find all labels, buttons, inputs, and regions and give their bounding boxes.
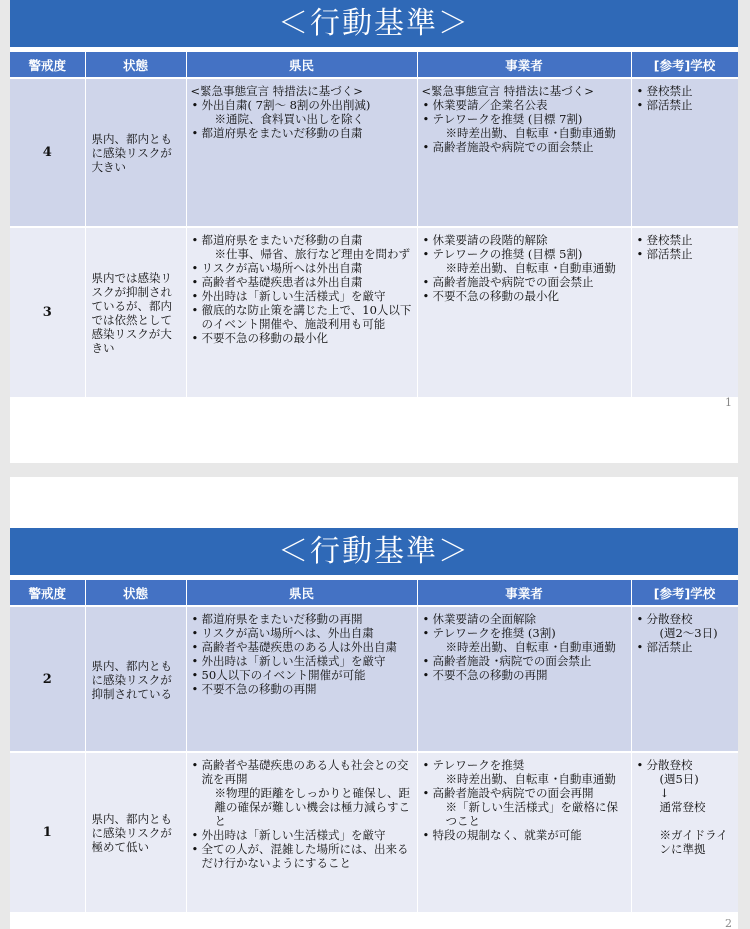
table-header-row <box>10 52 738 78</box>
action-standard-table <box>10 52 738 397</box>
state-cell: 県内、都内ともに感染リスクが大きい <box>85 78 186 227</box>
col-header-businesses: 事業者 <box>417 52 631 78</box>
bullet-item <box>422 668 627 682</box>
businesses-header: <緊急事態宣言 特措法に基づく> <box>421 84 594 98</box>
schools-cell <box>631 78 738 227</box>
bullet-item <box>191 331 413 345</box>
bullet-text: 分散登校 <box>646 612 693 626</box>
bullet-text: テレワークを推奨 (3割) <box>432 626 556 640</box>
col-header-state: 状態 <box>85 52 186 78</box>
bullet-text: 分散登校 <box>646 758 693 772</box>
col-header-level: 警戒度 <box>10 580 85 606</box>
col-header-schools: [参考]学校 <box>631 580 738 606</box>
bullet-subtext <box>647 814 734 828</box>
bullet-text: 徹底的な防止策を講じた上で、10人以下のイベント開催や、施設利用も可能 <box>201 303 412 331</box>
bullet-text: 都道府県をまたいだ移動の自粛 <box>201 126 363 140</box>
citizens-list <box>191 612 413 696</box>
bullet-text: 高齢者施設や病院での面会禁止 <box>432 275 594 289</box>
col-header-citizens: 県民 <box>186 580 417 606</box>
table-row <box>10 606 738 752</box>
bullet-item <box>191 275 413 289</box>
bullet-text: 高齢者施設や病院での面会再開 <box>432 786 594 800</box>
bullet-item <box>422 140 627 154</box>
bullet-text: 不要不急の移動の再開 <box>432 668 548 682</box>
level-cell: 1 <box>10 752 85 912</box>
bullet-text: 高齢者施設や病院での面会禁止 <box>432 140 594 154</box>
bullet-item <box>422 289 627 303</box>
schools-cell <box>631 606 738 752</box>
bullet-item <box>636 98 734 112</box>
bullet-item <box>191 682 413 696</box>
table-row <box>10 227 738 397</box>
bullet-text: 外出時は「新しい生活様式」を厳守 <box>201 654 386 668</box>
bullet-text: テレワークを推奨 <box>432 758 525 772</box>
state-cell: 県内では感染リスクが抑制されているが、都内では依然として感染リスクが大きい <box>85 227 186 397</box>
bullet-subtext: ※物理的距離をしっかりと確保し、距離の確保が難しい機会は極力減らすこと <box>214 786 410 828</box>
slide-1 <box>10 0 738 463</box>
bullet-text: 休業要請／企業名公表 <box>432 98 548 112</box>
bullet-item <box>422 98 627 112</box>
citizens-cell <box>186 227 417 397</box>
bullet-item <box>636 247 734 261</box>
bullet-text: テレワークを推奨 (目標 7割) <box>432 112 583 126</box>
citizens-cell <box>186 752 417 912</box>
bullet-text: 高齢者や基礎疾患のある人は外出自粛 <box>201 640 397 654</box>
bullet-text: リスクが高い場所へは、外出自粛 <box>201 626 374 640</box>
citizens-list <box>191 758 413 870</box>
level-cell: 4 <box>10 78 85 227</box>
bullet-subtext: ※時差出勤、自転車 ･自動車通勤 <box>445 772 616 786</box>
bullet-item <box>422 786 627 828</box>
bullet-text: テレワークの推奨 (目標 5割) <box>432 247 583 261</box>
citizens-cell <box>186 606 417 752</box>
businesses-list <box>422 758 627 842</box>
bullet-item <box>191 261 413 275</box>
citizens-cell <box>186 78 417 227</box>
bullet-item <box>422 828 627 842</box>
table-row <box>10 752 738 912</box>
bullet-text: 外出時は「新しい生活様式」を厳守 <box>201 828 386 842</box>
bullet-subtext: ※通院、食料買い出しを除く <box>214 112 364 126</box>
bullet-item <box>636 758 734 856</box>
bullet-item <box>191 612 413 626</box>
businesses-list <box>422 233 627 303</box>
level-cell: 2 <box>10 606 85 752</box>
bullet-item <box>422 247 627 275</box>
col-header-level: 警戒度 <box>10 52 85 78</box>
bullet-item <box>191 98 413 126</box>
bullet-item <box>636 640 734 654</box>
page-number: 1 <box>725 396 732 409</box>
bullet-item <box>636 84 734 98</box>
bullet-item <box>191 654 413 668</box>
schools-list <box>636 612 734 654</box>
col-header-state: 状態 <box>85 580 186 606</box>
citizens-header: <緊急事態宣言 特措法に基づく> <box>190 84 363 98</box>
bullet-item <box>191 626 413 640</box>
table-header-row <box>10 580 738 606</box>
bullet-text: 全ての人が、混雑した場所には、出来るだけ行かないようにすること <box>201 842 409 870</box>
bullet-subtext: ※仕事、帰省、旅行など理由を問わず <box>214 247 410 261</box>
bullet-item <box>636 612 734 640</box>
bullet-item <box>422 626 627 654</box>
bullet-text: リスクが高い場所へは外出自粛 <box>201 261 363 275</box>
businesses-cell <box>417 78 631 227</box>
bullet-subtext: ※「新しい生活様式」を厳格に保つこと <box>445 800 618 828</box>
businesses-list <box>422 612 627 682</box>
bullet-item <box>191 289 413 303</box>
citizens-list <box>191 233 413 345</box>
bullet-text: 高齢者や基礎疾患のある人も社会との交流を再開 <box>201 758 409 786</box>
page-number: 2 <box>725 917 732 929</box>
bullet-item <box>191 303 413 331</box>
bullet-subtext: 通常登校 <box>659 800 706 814</box>
bullet-text: 高齢者や基礎疾患者は外出自粛 <box>201 275 363 289</box>
state-cell: 県内、都内ともに感染リスクが抑制されている <box>85 606 186 752</box>
schools-list <box>636 758 734 856</box>
bullet-text: 不要不急の移動の再開 <box>201 682 317 696</box>
bullet-item <box>422 654 627 668</box>
schools-cell <box>631 752 738 912</box>
bullet-text: 外出自粛( 7割～ 8割の外出削減) <box>201 98 371 112</box>
bullet-subtext: ※ガイドラインに準拠 <box>659 828 728 856</box>
schools-list <box>636 84 734 112</box>
bullet-subtext: ※時差出勤、自転車 ･自動車通勤 <box>445 126 616 140</box>
bullet-text: 登校禁止 <box>646 84 693 98</box>
bullet-item <box>422 612 627 626</box>
bullet-text: 部活禁止 <box>646 98 693 112</box>
bullet-item <box>191 828 413 842</box>
slide-2 <box>10 477 738 929</box>
bullet-item <box>191 668 413 682</box>
bullet-item <box>191 126 413 140</box>
bullet-text: 登校禁止 <box>646 233 693 247</box>
bullet-text: 部活禁止 <box>646 247 693 261</box>
bullet-item <box>191 640 413 654</box>
level-cell: 3 <box>10 227 85 397</box>
col-header-schools: [参考]学校 <box>631 52 738 78</box>
state-cell: 県内、都内ともに感染リスクが極めて低い <box>85 752 186 912</box>
schools-list <box>636 233 734 261</box>
bullet-text: 不要不急の移動の最小化 <box>201 331 328 345</box>
businesses-cell <box>417 227 631 397</box>
bullet-item <box>422 233 627 247</box>
bullet-item <box>636 233 734 247</box>
bullet-text: 都道府県をまたいだ移動の再開 <box>201 612 363 626</box>
bullet-text: 特段の規制なく、就業が可能 <box>432 828 582 842</box>
bullet-text: 休業要請の段階的解除 <box>432 233 548 247</box>
bullet-item <box>191 758 413 828</box>
businesses-cell <box>417 752 631 912</box>
bullet-subtext: (週2～3日) <box>659 626 718 640</box>
action-standard-table <box>10 580 738 912</box>
bullet-text: 外出時は「新しい生活様式」を厳守 <box>201 289 386 303</box>
businesses-cell <box>417 606 631 752</box>
businesses-list <box>422 98 627 154</box>
bullet-subtext: ↓ <box>659 786 670 800</box>
bullet-item <box>422 112 627 140</box>
col-header-businesses: 事業者 <box>417 580 631 606</box>
slide-title: ＜行動基準＞ <box>10 0 738 47</box>
bullet-text: 50人以下のイベント開催が可能 <box>201 668 366 682</box>
bullet-item <box>191 233 413 261</box>
schools-cell <box>631 227 738 397</box>
table-row <box>10 78 738 227</box>
bullet-text: 高齢者施設 ･病院での面会禁止 <box>432 654 592 668</box>
slide-title: ＜行動基準＞ <box>10 528 738 575</box>
bullet-text: 都道府県をまたいだ移動の自粛 <box>201 233 363 247</box>
bullet-item <box>422 758 627 786</box>
bullet-subtext: ※時差出勤、自転車 ･自動車通勤 <box>445 640 616 654</box>
bullet-text: 部活禁止 <box>646 640 693 654</box>
bullet-text: 不要不急の移動の最小化 <box>432 289 559 303</box>
bullet-subtext: (週5日) <box>659 772 699 786</box>
bullet-subtext: ※時差出勤、自転車 ･自動車通勤 <box>445 261 616 275</box>
bullet-item <box>191 842 413 870</box>
col-header-citizens: 県民 <box>186 52 417 78</box>
bullet-item <box>422 275 627 289</box>
bullet-text: 休業要請の全面解除 <box>432 612 536 626</box>
citizens-list <box>191 98 413 140</box>
